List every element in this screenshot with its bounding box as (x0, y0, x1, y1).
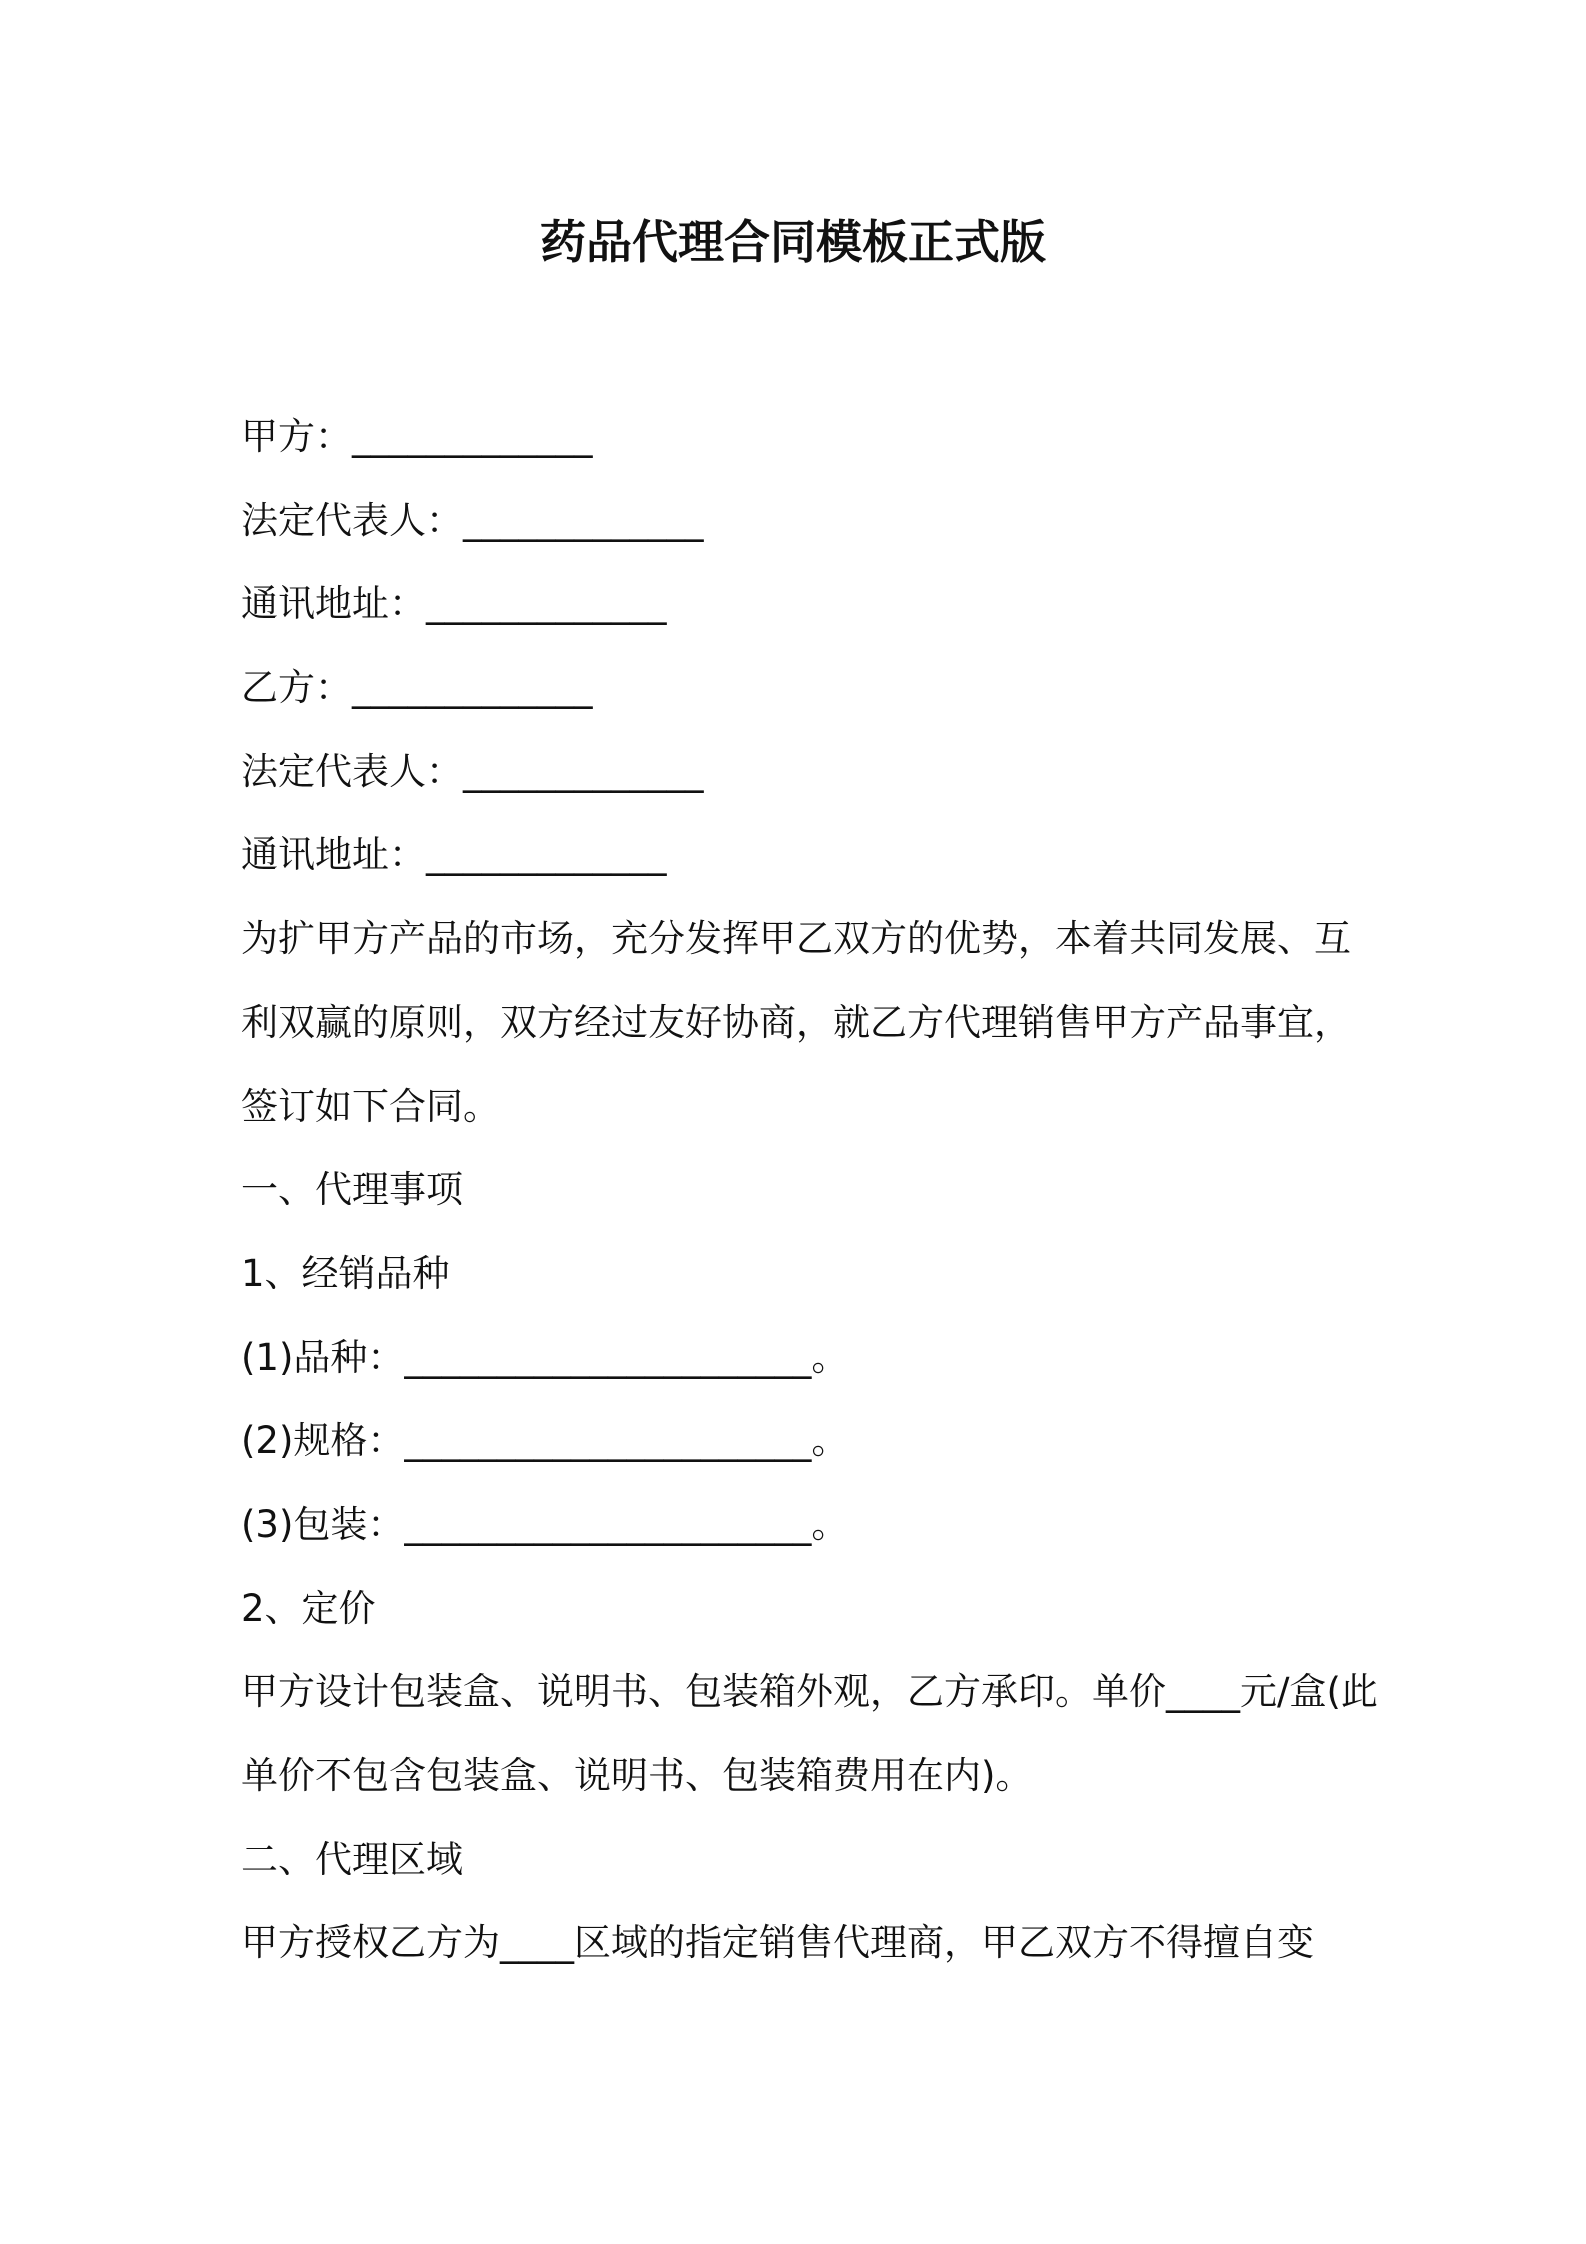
section-heading: 一、代理事项 (241, 1168, 463, 1211)
pricing-line: 单价不包含包装盒、说明书、包装箱费用在内)。 (241, 1754, 1033, 1797)
party-b-address-line: 通讯地址：_____________ (241, 833, 667, 876)
party-a-representative-line: 法定代表人：_____________ (241, 499, 704, 542)
party-b-representative-line: 法定代表人：_____________ (241, 750, 704, 793)
document-title: 药品代理合同模板正式版 (540, 215, 1046, 269)
specification-line: (2)规格：______________________。 (241, 1419, 849, 1462)
packaging-line: (3)包装：______________________。 (241, 1503, 849, 1546)
region-line: 甲方授权乙方为____区域的指定销售代理商，甲乙双方不得擅自变 (241, 1921, 1314, 1964)
variety-line: (1)品种：______________________。 (241, 1336, 849, 1379)
party-a-address-line: 通讯地址：_____________ (241, 582, 667, 625)
party-b-line: 乙方：_____________ (241, 666, 593, 709)
preamble-line: 为扩甲方产品的市场，充分发挥甲乙双方的优势，本着共同发展、互 (241, 917, 1351, 960)
pricing-line: 甲方设计包装盒、说明书、包装箱外观，乙方承印。单价____元/盒(此 (241, 1670, 1378, 1713)
party-a-line: 甲方：_____________ (241, 415, 593, 458)
subsection-heading: 2、定价 (241, 1587, 376, 1630)
preamble-line: 签订如下合同。 (241, 1085, 500, 1128)
section-heading: 二、代理区域 (241, 1838, 463, 1881)
subsection-heading: 1、经销品种 (241, 1252, 450, 1295)
preamble-line: 利双赢的原则，双方经过友好协商，就乙方代理销售甲方产品事宜， (241, 1001, 1351, 1044)
